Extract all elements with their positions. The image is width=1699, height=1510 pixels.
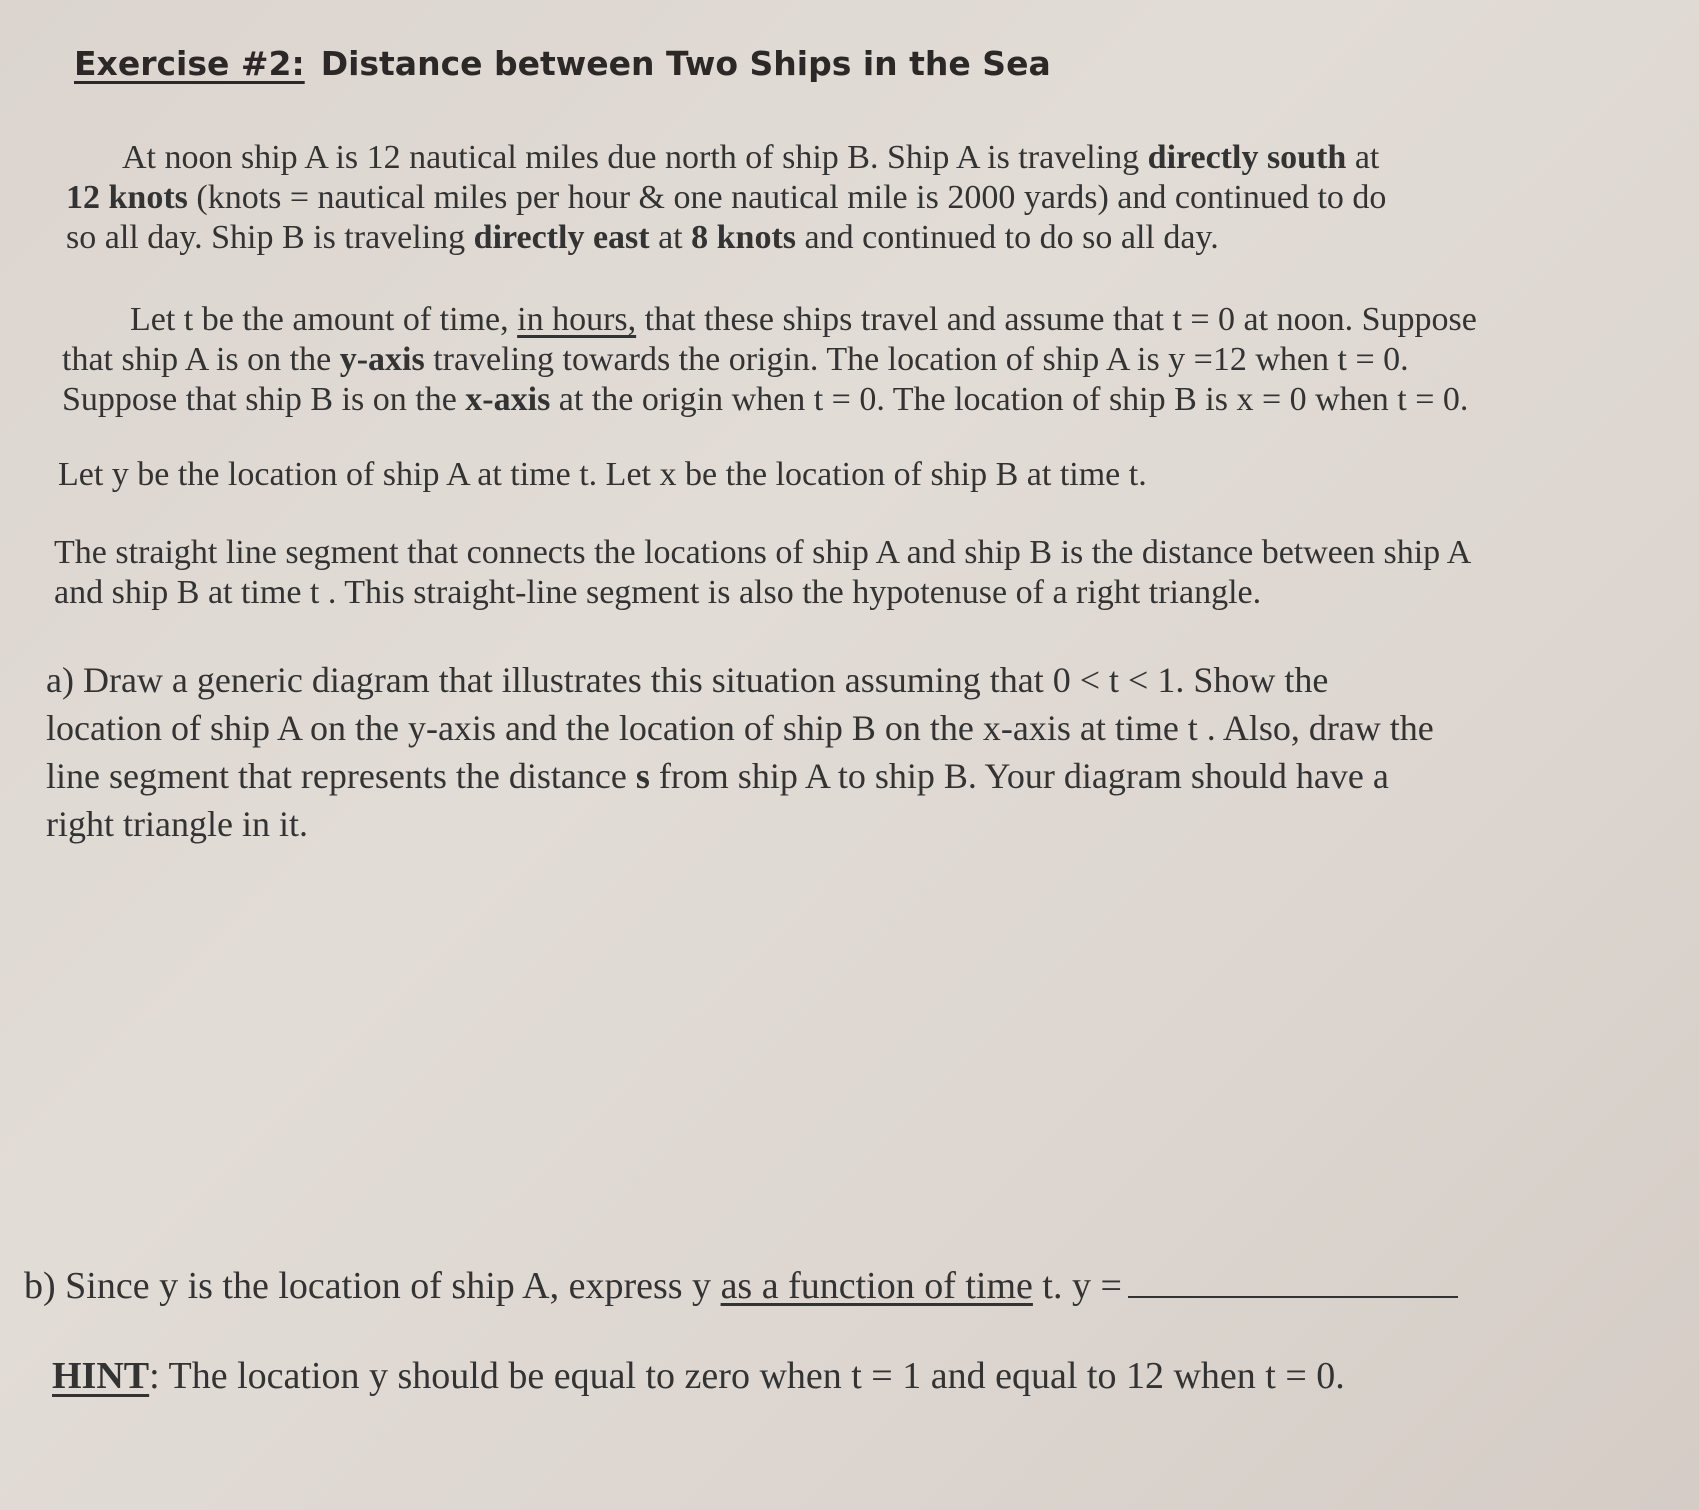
text-run: so all day. Ship B is traveling bbox=[66, 219, 474, 256]
question-b-line bbox=[24, 1266, 1458, 1306]
text-run: t. y = bbox=[1032, 1265, 1122, 1307]
exercise-subtitle: Distance between Two Ships in the Sea bbox=[320, 44, 1051, 83]
emphasis-direction-b: directly east bbox=[473, 219, 650, 256]
text-run: b) Since y is the location of ship A, express y bbox=[24, 1265, 721, 1307]
underlined-units: in hours, bbox=[517, 301, 637, 338]
text-run: and continued to do so all day. bbox=[796, 219, 1219, 256]
text-run: from ship A to ship B. Your diagram should have a bbox=[649, 756, 1389, 796]
text-run: that these ships travel and assume that t = 0 at noon. Suppose bbox=[636, 301, 1477, 338]
setup-line bbox=[62, 380, 1477, 420]
exercise-label: Exercise #2: bbox=[74, 44, 305, 83]
emphasis-speed-a: 12 knots bbox=[66, 179, 188, 216]
question-b bbox=[24, 1266, 1458, 1306]
emphasis-x-axis: x-axis bbox=[465, 381, 551, 418]
text-run: line segment that represents the distance bbox=[46, 756, 636, 796]
exercise-title bbox=[74, 44, 1051, 83]
emphasis-y-axis: y-axis bbox=[339, 341, 425, 378]
emphasis-direction-a: directly south bbox=[1147, 139, 1347, 176]
text-run: At noon ship A is 12 nautical miles due north of ship B. Ship A is traveling bbox=[122, 139, 1148, 176]
statement-line bbox=[66, 218, 1386, 258]
answer-blank[interactable] bbox=[1128, 1266, 1458, 1298]
underlined-function-phrase: as a function of time bbox=[720, 1265, 1033, 1307]
hypotenuse-line: and ship B at time t . This straight-line segment is also the hypotenuse of a right triangle. bbox=[54, 574, 1262, 611]
statement-line bbox=[66, 138, 1386, 178]
text-run: at the origin when t = 0. The location of ship B is x = 0 when t = 0. bbox=[550, 381, 1469, 418]
question-a-line: right triangle in it. bbox=[46, 804, 308, 844]
question-a-line bbox=[46, 752, 1434, 800]
question-a-line: location of ship A on the y-axis and the location of ship B on the x-axis at time t . Also, draw the bbox=[46, 708, 1434, 748]
hypotenuse-paragraph bbox=[54, 533, 1471, 613]
text-run: traveling towards the origin. The location of ship A is y =12 when t = 0. bbox=[424, 341, 1409, 378]
text-run: Suppose that ship B is on the bbox=[62, 381, 466, 418]
variables-line: Let y be the location of ship A at time t. Let x be the location of ship B at time t. bbox=[58, 456, 1147, 493]
question-a-line: a) Draw a generic diagram that illustrates this situation assuming that 0 < t < 1. Show the bbox=[46, 660, 1329, 700]
question-a bbox=[46, 656, 1434, 848]
setup-line bbox=[62, 300, 1477, 340]
text-run: Let t be the amount of time, bbox=[130, 301, 518, 338]
hint-line bbox=[52, 1356, 1345, 1396]
hint-label: HINT bbox=[52, 1355, 150, 1397]
statement-line bbox=[66, 178, 1386, 218]
text-run: that ship A is on the bbox=[62, 341, 340, 378]
text-run: at bbox=[649, 219, 692, 256]
setup-paragraph bbox=[62, 300, 1477, 420]
hint-text bbox=[52, 1356, 1345, 1396]
distance-variable: s bbox=[635, 756, 650, 796]
text-run: at bbox=[1346, 139, 1380, 176]
setup-line bbox=[62, 340, 1477, 380]
text-run: (knots = nautical miles per hour & one nautical mile is 2000 yards) and continued to do bbox=[187, 179, 1387, 216]
emphasis-speed-b: 8 knots bbox=[691, 219, 797, 256]
text-run: : The location y should be equal to zero when t = 1 and equal to 12 when t = 0. bbox=[149, 1355, 1345, 1397]
hypotenuse-line: The straight line segment that connects the locations of ship A and ship B is the distance between ship A bbox=[54, 534, 1472, 571]
variables-paragraph bbox=[58, 455, 1147, 495]
problem-statement bbox=[66, 138, 1386, 258]
